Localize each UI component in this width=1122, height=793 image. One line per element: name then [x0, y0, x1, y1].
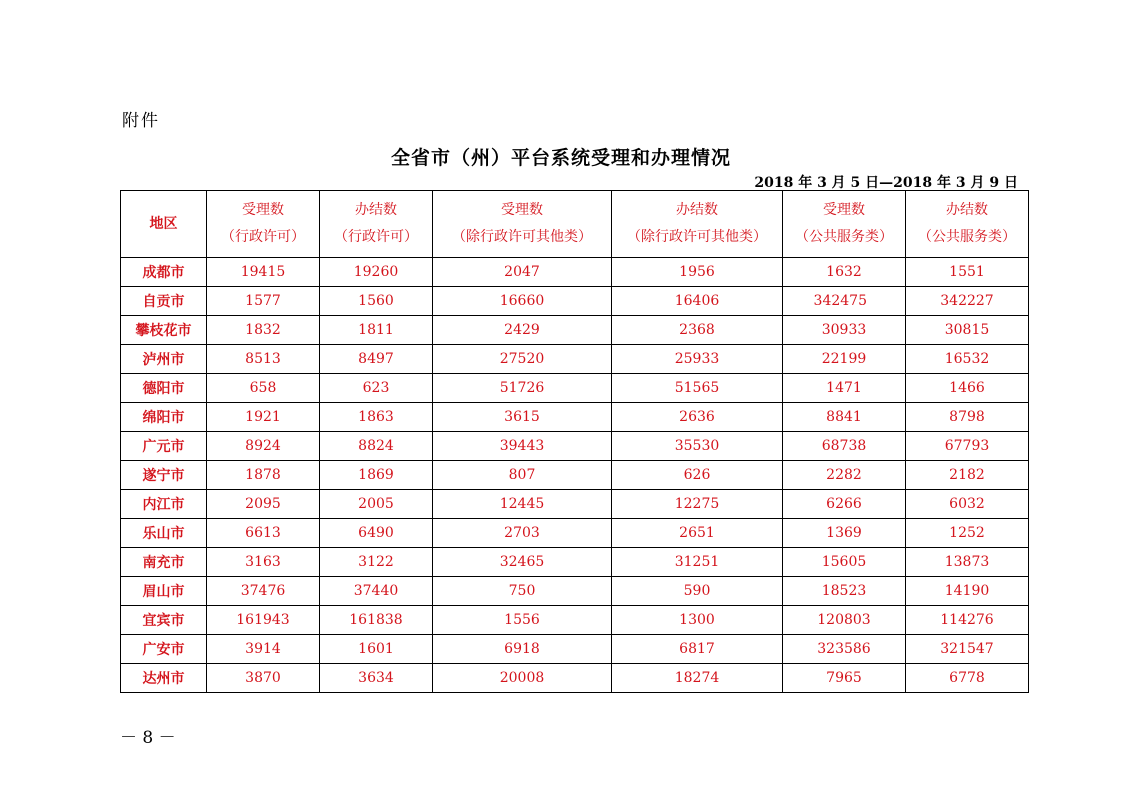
completed-public-service-cell: 1551 — [906, 258, 1029, 287]
accepted-admin-license-cell: 37476 — [207, 577, 320, 606]
completed-public-service-cell: 342227 — [906, 287, 1029, 316]
completed-admin-license-cell: 2005 — [320, 490, 433, 519]
accepted-public-service-cell: 30933 — [783, 316, 906, 345]
completed-public-service-cell: 67793 — [906, 432, 1029, 461]
completed-admin-license-cell: 1869 — [320, 461, 433, 490]
completed-admin-license-cell: 8824 — [320, 432, 433, 461]
table-row — [121, 635, 1029, 664]
region-cell: 自贡市 — [121, 287, 207, 316]
region-cell: 成都市 — [121, 258, 207, 287]
completed-public-service-cell: 14190 — [906, 577, 1029, 606]
accepted-public-service-cell: 342475 — [783, 287, 906, 316]
accepted-public-service-cell: 15605 — [783, 548, 906, 577]
table-row — [121, 548, 1029, 577]
completed-other-cell: 35530 — [612, 432, 783, 461]
accepted-admin-license-cell: 2095 — [207, 490, 320, 519]
document-title: 全省市（州）平台系统受理和办理情况 — [390, 147, 731, 169]
completed-public-service-cell: 1466 — [906, 374, 1029, 403]
accepted-other-cell: 16660 — [433, 287, 612, 316]
table-row — [121, 432, 1029, 461]
completed-other-cell: 16406 — [612, 287, 783, 316]
accepted-admin-license-cell: 8924 — [207, 432, 320, 461]
accepted-other-cell: 807 — [433, 461, 612, 490]
completed-admin-license-cell: 19260 — [320, 258, 433, 287]
completed-admin-license-cell: 37440 — [320, 577, 433, 606]
accepted-public-service-cell: 7965 — [783, 664, 906, 693]
region-cell: 达州市 — [121, 664, 207, 693]
completed-other-cell: 31251 — [612, 548, 783, 577]
accepted-other-cell: 1556 — [433, 606, 612, 635]
accepted-public-service-cell: 2282 — [783, 461, 906, 490]
table-row — [121, 287, 1029, 316]
completed-admin-license-cell: 1863 — [320, 403, 433, 432]
completed-other-cell: 2651 — [612, 519, 783, 548]
accepted-admin-license-cell: 1577 — [207, 287, 320, 316]
accepted-other-cell: 6918 — [433, 635, 612, 664]
accepted-admin-license-cell: 3914 — [207, 635, 320, 664]
completed-public-service-cell: 6032 — [906, 490, 1029, 519]
accepted-admin-license-cell: 1921 — [207, 403, 320, 432]
column-header-completed-admin-license: 办结数 （行政许可） — [320, 191, 433, 258]
region-cell: 绵阳市 — [121, 403, 207, 432]
accepted-public-service-cell: 1369 — [783, 519, 906, 548]
accepted-admin-license-cell: 6613 — [207, 519, 320, 548]
accepted-other-cell: 39443 — [433, 432, 612, 461]
column-header-completed-other: 办结数 （除行政许可其他类） — [612, 191, 783, 258]
completed-admin-license-cell: 1601 — [320, 635, 433, 664]
completed-other-cell: 1300 — [612, 606, 783, 635]
accepted-admin-license-cell: 658 — [207, 374, 320, 403]
region-cell: 乐山市 — [121, 519, 207, 548]
completed-public-service-cell: 16532 — [906, 345, 1029, 374]
column-header-accepted-admin-license: 受理数 （行政许可） — [207, 191, 320, 258]
table-header-row — [121, 191, 1029, 258]
accepted-other-cell: 750 — [433, 577, 612, 606]
accepted-admin-license-cell: 8513 — [207, 345, 320, 374]
accepted-public-service-cell: 22199 — [783, 345, 906, 374]
accepted-other-cell: 51726 — [433, 374, 612, 403]
accepted-admin-license-cell: 1832 — [207, 316, 320, 345]
completed-other-cell: 18274 — [612, 664, 783, 693]
completed-other-cell: 1956 — [612, 258, 783, 287]
completed-admin-license-cell: 161838 — [320, 606, 433, 635]
table-row — [121, 490, 1029, 519]
accepted-public-service-cell: 1471 — [783, 374, 906, 403]
table-row — [121, 519, 1029, 548]
completed-other-cell: 6817 — [612, 635, 783, 664]
accepted-public-service-cell: 18523 — [783, 577, 906, 606]
completed-other-cell: 51565 — [612, 374, 783, 403]
table-row — [121, 316, 1029, 345]
accepted-other-cell: 2047 — [433, 258, 612, 287]
completed-admin-license-cell: 3634 — [320, 664, 433, 693]
completed-public-service-cell: 2182 — [906, 461, 1029, 490]
table-row — [121, 403, 1029, 432]
accepted-other-cell: 27520 — [433, 345, 612, 374]
completed-public-service-cell: 114276 — [906, 606, 1029, 635]
region-cell: 眉山市 — [121, 577, 207, 606]
completed-public-service-cell: 1252 — [906, 519, 1029, 548]
region-cell: 遂宁市 — [121, 461, 207, 490]
table-body — [121, 258, 1029, 693]
completed-admin-license-cell: 8497 — [320, 345, 433, 374]
table-row — [121, 374, 1029, 403]
completed-public-service-cell: 8798 — [906, 403, 1029, 432]
completed-admin-license-cell: 6490 — [320, 519, 433, 548]
accepted-other-cell: 2429 — [433, 316, 612, 345]
completed-public-service-cell: 30815 — [906, 316, 1029, 345]
table-row — [121, 577, 1029, 606]
page-number: － 8 － — [120, 728, 176, 748]
completed-other-cell: 25933 — [612, 345, 783, 374]
completed-other-cell: 12275 — [612, 490, 783, 519]
completed-other-cell: 2636 — [612, 403, 783, 432]
completed-admin-license-cell: 1811 — [320, 316, 433, 345]
completed-public-service-cell: 6778 — [906, 664, 1029, 693]
accepted-admin-license-cell: 161943 — [207, 606, 320, 635]
region-cell: 广元市 — [121, 432, 207, 461]
column-header-region: 地区 — [121, 191, 207, 258]
region-cell: 宜宾市 — [121, 606, 207, 635]
completed-public-service-cell: 321547 — [906, 635, 1029, 664]
region-cell: 泸州市 — [121, 345, 207, 374]
accepted-other-cell: 12445 — [433, 490, 612, 519]
column-header-accepted-public-service: 受理数 （公共服务类） — [783, 191, 906, 258]
region-cell: 广安市 — [121, 635, 207, 664]
region-cell: 南充市 — [121, 548, 207, 577]
table-row — [121, 664, 1029, 693]
accepted-admin-license-cell: 3163 — [207, 548, 320, 577]
accepted-admin-license-cell: 3870 — [207, 664, 320, 693]
completed-public-service-cell: 13873 — [906, 548, 1029, 577]
attachment-label: 附件 — [122, 111, 160, 131]
region-cell: 攀枝花市 — [121, 316, 207, 345]
accepted-public-service-cell: 68738 — [783, 432, 906, 461]
column-header-completed-public-service: 办结数 （公共服务类） — [906, 191, 1029, 258]
table-row — [121, 606, 1029, 635]
accepted-public-service-cell: 1632 — [783, 258, 906, 287]
accepted-public-service-cell: 8841 — [783, 403, 906, 432]
region-cell: 德阳市 — [121, 374, 207, 403]
date-range: 2018 年 3 月 5 日—2018 年 3 月 9 日 — [754, 175, 1018, 191]
table-row — [121, 461, 1029, 490]
column-header-accepted-other: 受理数 （除行政许可其他类） — [433, 191, 612, 258]
table-row — [121, 258, 1029, 287]
accepted-admin-license-cell: 19415 — [207, 258, 320, 287]
accepted-other-cell: 32465 — [433, 548, 612, 577]
accepted-other-cell: 2703 — [433, 519, 612, 548]
completed-other-cell: 590 — [612, 577, 783, 606]
accepted-public-service-cell: 6266 — [783, 490, 906, 519]
completed-admin-license-cell: 623 — [320, 374, 433, 403]
completed-other-cell: 2368 — [612, 316, 783, 345]
completed-other-cell: 626 — [612, 461, 783, 490]
completed-admin-license-cell: 3122 — [320, 548, 433, 577]
accepted-other-cell: 3615 — [433, 403, 612, 432]
accepted-public-service-cell: 323586 — [783, 635, 906, 664]
accepted-public-service-cell: 120803 — [783, 606, 906, 635]
table-row — [121, 345, 1029, 374]
statistics-table — [120, 190, 1029, 693]
completed-admin-license-cell: 1560 — [320, 287, 433, 316]
accepted-admin-license-cell: 1878 — [207, 461, 320, 490]
accepted-other-cell: 20008 — [433, 664, 612, 693]
region-cell: 内江市 — [121, 490, 207, 519]
